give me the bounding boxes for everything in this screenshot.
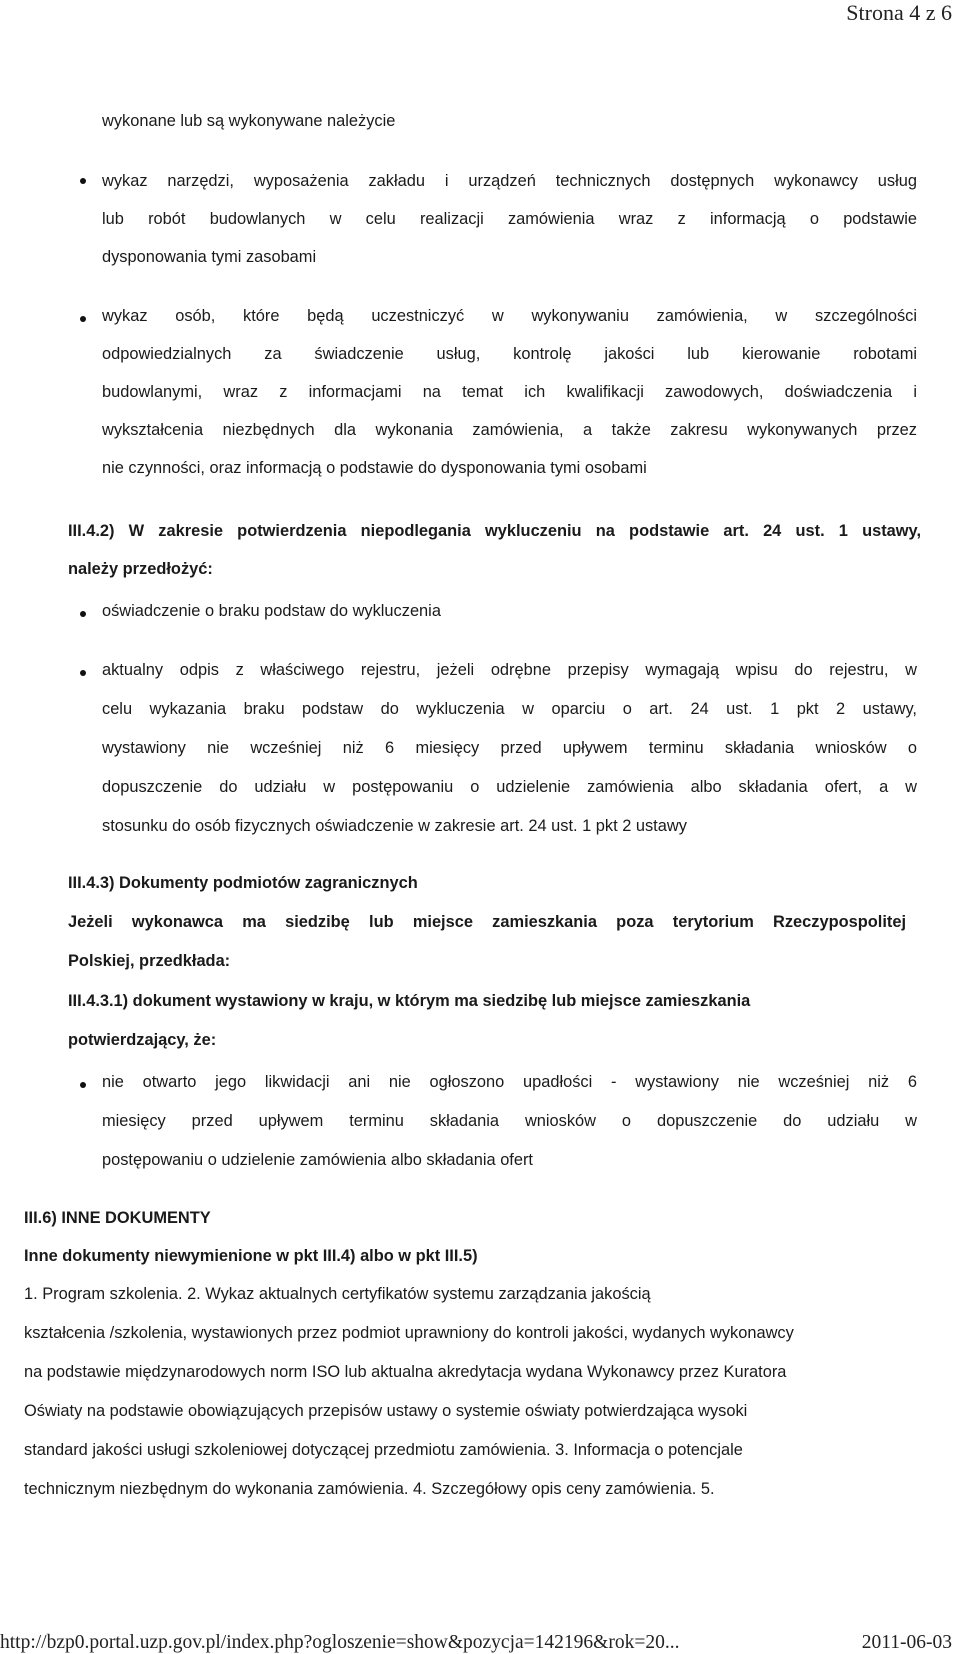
list-item-line: postępowaniu o udzielenie zamówienia albo składania ofert [102, 1151, 533, 1169]
list-item-line: celu wykazania braku podstaw do wykluczenia w oparciu o art. 24 ust. 1 pkt 2 ustawy, [102, 700, 917, 718]
bullet-icon [80, 316, 86, 322]
section-heading: III.4.3.1) dokument wystawiony w kraju, w którym ma siedzibę lub miejsce zamieszkania [68, 992, 751, 1010]
paragraph-line: kształcenia /szkolenia, wystawionych przez podmiot uprawniony do kontroli jakości, wydanych wykonawcy [24, 1324, 794, 1342]
paragraph-line: standard jakości usługi szkoleniowej dotyczącej przedmiotu zamówienia. 3. Informacja o potencjale [24, 1441, 743, 1459]
paragraph-line: 1. Program szkolenia. 2. Wykaz aktualnych certyfikatów systemu zarządzania jakością [24, 1285, 651, 1303]
paragraph-line: Jeżeli wykonawca ma siedzibę lub miejsce zamieszkania poza terytorium Rzeczypospolitej [68, 913, 906, 931]
list-item-line: miesięcy przed upływem terminu składania wniosków o dopuszczenie do udziału w [102, 1112, 917, 1130]
footer-date: 2011-06-03 [861, 1632, 952, 1653]
continued-text: wykonane lub są wykonywane należycie [102, 112, 396, 130]
bullet-icon [80, 1082, 86, 1088]
bullet-icon [80, 611, 86, 617]
footer-url[interactable]: http://bzp0.portal.uzp.gov.pl/index.php?ogloszenie=show&pozycja=142196&rok=20... [0, 1632, 680, 1653]
bullet-icon [80, 670, 86, 676]
paragraph-line: Oświaty na podstawie obowiązujących przepisów ustawy o systemie oświaty potwierdzająca wysoki [24, 1402, 748, 1420]
page-number: Strona 4 z 6 [846, 0, 952, 25]
section-heading: III.4.2) W zakresie potwierdzenia niepodlegania wykluczeniu na podstawie art. 24 ust. 1 ustawy, [68, 522, 921, 540]
list-item-line: dysponowania tymi zasobami [102, 248, 317, 266]
paragraph-line: technicznym niezbędnym do wykonania zamówienia. 4. Szczegółowy opis ceny zamówienia. 5. [24, 1480, 715, 1498]
list-item-line: dopuszczenie do udziału w postępowaniu o udzielenie zamówienia albo składania ofert, a w [102, 778, 917, 796]
list-item-line: aktualny odpis z właściwego rejestru, jeżeli odrębne przepisy wymagają wpisu do rejestru, w [102, 661, 917, 679]
bullet-icon [80, 178, 86, 184]
section-heading: należy przedłożyć: [68, 560, 213, 578]
list-item-line: nie czynności, oraz informacją o podstawie do dysponowania tymi osobami [102, 459, 647, 477]
section-heading: III.4.3) Dokumenty podmiotów zagranicznych [68, 874, 418, 892]
list-item-line: budowlanymi, wraz z informacjami na temat ich kwalifikacji zawodowych, doświadczenia i [102, 383, 917, 401]
section-heading: III.6) INNE DOKUMENTY [24, 1209, 211, 1227]
list-item-line: oświadczenie o braku podstaw do wykluczenia [102, 602, 441, 620]
list-item-line: wykaz narzędzi, wyposażenia zakładu i urządzeń technicznych dostępnych wykonawcy usług [102, 172, 917, 190]
paragraph-line: Polskiej, przedkłada: [68, 952, 231, 970]
paragraph-line: na podstawie międzynarodowych norm ISO lub aktualna akredytacja wydana Wykonawcy przez Kuratora [24, 1363, 787, 1381]
list-item-line: wykształcenia niezbędnych dla wykonania zamówienia, a także zakresu wykonywanych przez [102, 421, 917, 439]
list-item-line: nie otwarto jego likwidacji ani nie ogłoszono upadłości - wystawiony nie wcześniej niż 6 [102, 1073, 917, 1091]
list-item-line: stosunku do osób fizycznych oświadczenie w zakresie art. 24 ust. 1 pkt 2 ustawy [102, 817, 687, 835]
list-item-line: odpowiedzialnych za świadczenie usług, kontrolę jakości lub kierowanie robotami [102, 345, 917, 363]
list-item-line: lub robót budowlanych w celu realizacji zamówienia wraz z informacją o podstawie [102, 210, 917, 228]
list-item-line: wystawiony nie wcześniej niż 6 miesięcy przed upływem terminu składania wniosków o [102, 739, 917, 757]
list-item-line: wykaz osób, które będą uczestniczyć w wykonywaniu zamówienia, w szczególności [102, 307, 917, 325]
section-heading: potwierdzający, że: [68, 1031, 217, 1049]
page-footer [0, 1632, 960, 1654]
subsection-heading: Inne dokumenty niewymienione w pkt III.4) albo w pkt III.5) [24, 1247, 478, 1265]
